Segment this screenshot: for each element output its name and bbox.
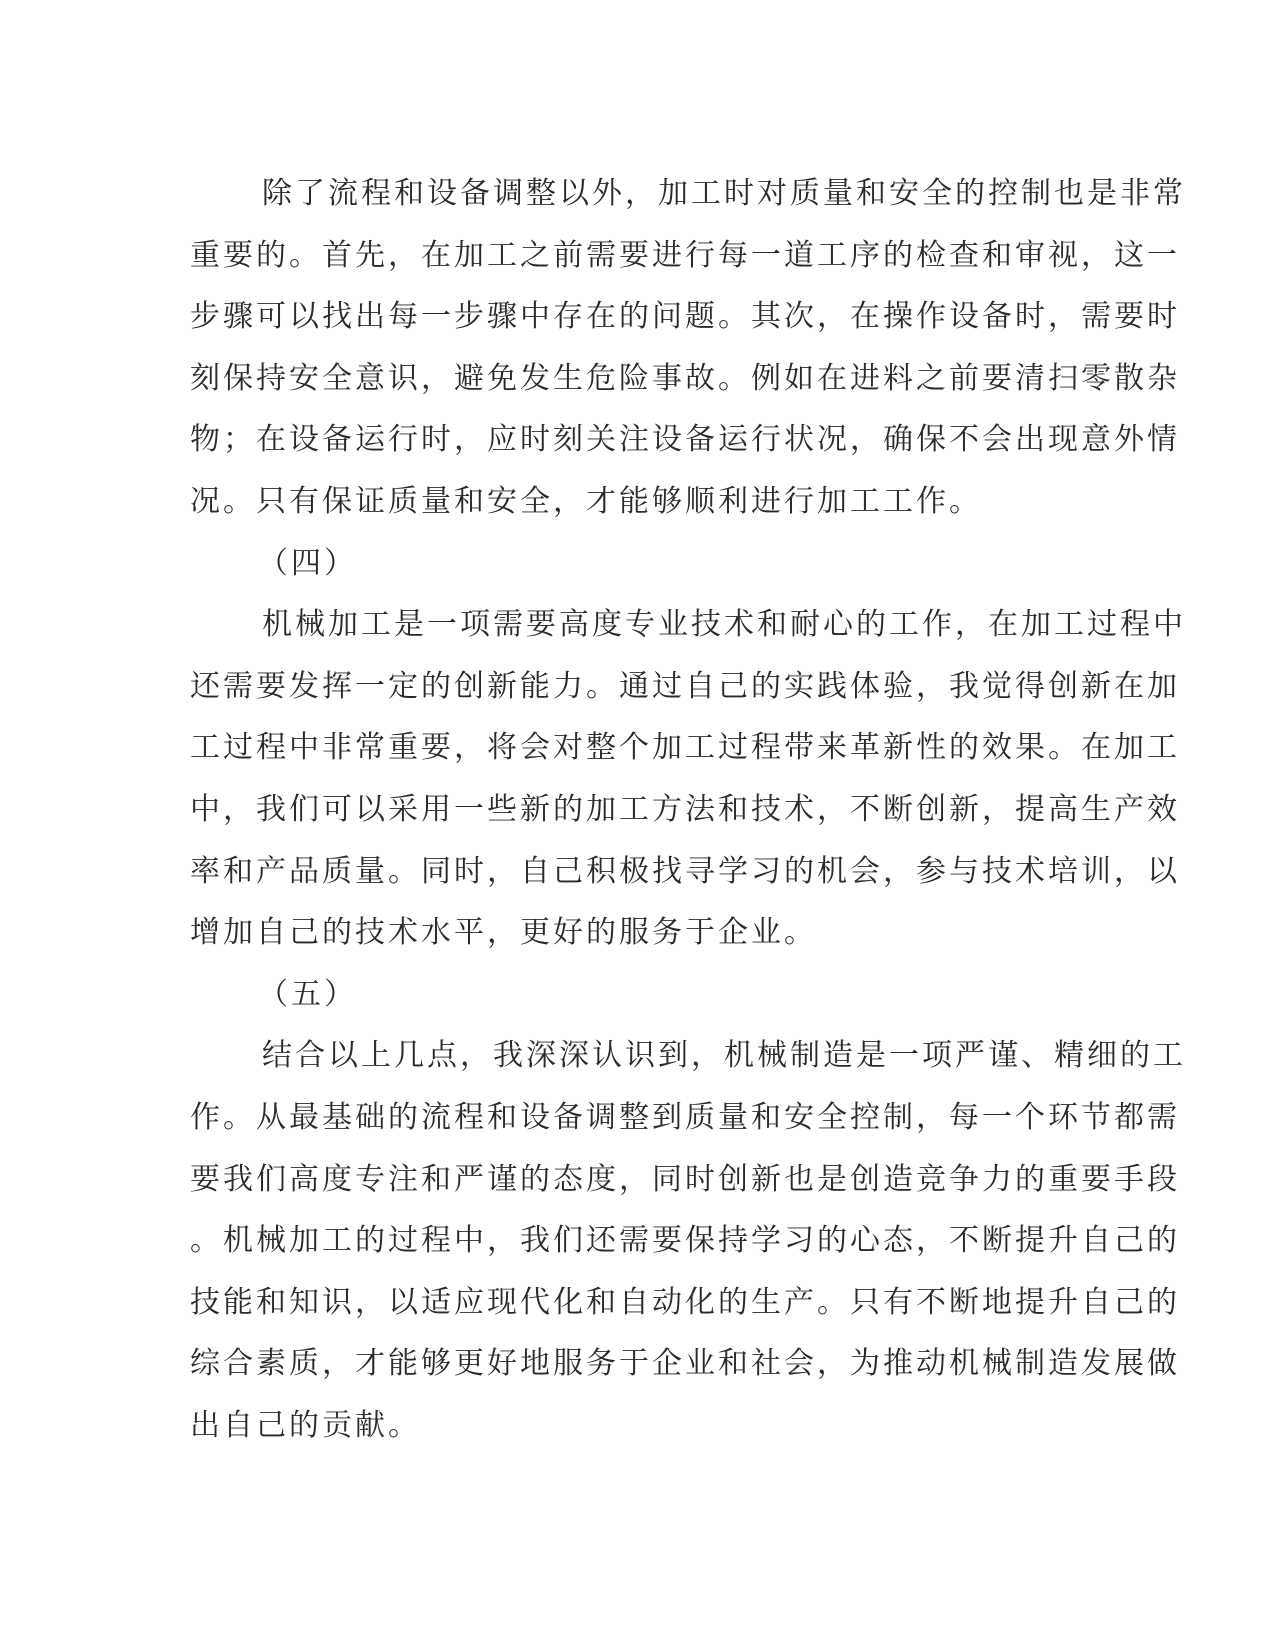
text-line: 增加自己的技术水平，更好的服务于企业。 [190, 915, 817, 951]
text-line: 除了流程和设备调整以外，加工时对质量和安全的控制也是非常 [262, 176, 1186, 211]
text-line: 率和产品质量。同时，自己积极找寻学习的机会，参与技术培训，以 [190, 853, 1180, 889]
text-line: 刻保持安全意识，避免发生危险事故。例如在进料之前要清扫零散杂 [190, 360, 1180, 396]
text-line: 要我们高度专注和严谨的态度，同时创新也是创造竞争力的重要手段 [190, 1161, 1180, 1197]
text-line: 况。只有保证质量和安全，才能够顺利进行加工工作。 [190, 483, 982, 519]
text-line: 技能和知识，以适应现代化和自动化的生产。只有不断地提升自己的 [190, 1284, 1180, 1320]
paragraph-innovation [190, 594, 1186, 964]
section-heading-five [190, 964, 1090, 1026]
text-line: 综合素质，才能够更好地服务于企业和社会，为推动机械制造发展做 [190, 1346, 1180, 1382]
section-heading: （五） [258, 976, 357, 1012]
text-line: 物；在设备运行时，应时刻关注设备运行状况，确保不会出现意外情 [190, 422, 1180, 458]
text-line: 工过程中非常重要，将会对整个加工过程带来革新性的效果。在加工 [190, 730, 1180, 766]
text-line: 作。从最基础的流程和设备调整到质量和安全控制，每一个环节都需 [190, 1099, 1180, 1135]
text-line: 机械加工是一项需要高度专业技术和耐心的工作，在加工过程中 [262, 607, 1186, 643]
section-heading: （四） [258, 545, 357, 581]
text-line: 中，我们可以采用一些新的加工方法和技术，不断创新，提高生产效 [190, 791, 1180, 827]
paragraph-quality-safety [190, 163, 1186, 533]
text-line: 出自己的贡献。 [190, 1407, 421, 1443]
text-line: 重要的。首先，在加工之前需要进行每一道工序的检查和审视，这一 [190, 237, 1180, 273]
text-line: 结合以上几点，我深深认识到，机械制造是一项严谨、精细的工 [262, 1038, 1186, 1074]
paragraph-conclusion [190, 1025, 1186, 1456]
text-line: 步骤可以找出每一步骤中存在的问题。其次，在操作设备时，需要时 [190, 299, 1180, 335]
section-heading-four [190, 533, 1090, 595]
document-body [190, 163, 1186, 1456]
text-line: 。机械加工的过程中，我们还需要保持学习的心态，不断提升自己的 [190, 1223, 1180, 1259]
text-line: 还需要发挥一定的创新能力。通过自己的实践体验，我觉得创新在加 [190, 668, 1180, 704]
